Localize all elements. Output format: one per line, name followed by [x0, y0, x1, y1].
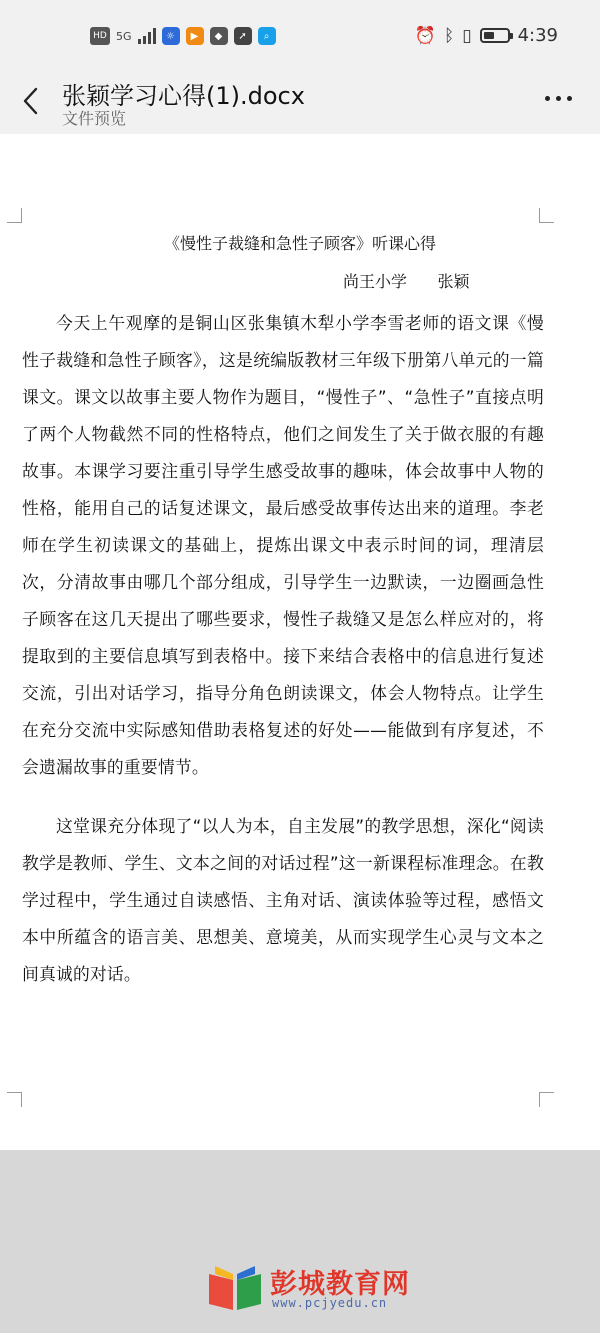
margin-mark — [539, 208, 554, 223]
back-arrow-icon[interactable] — [20, 84, 44, 118]
play-app-icon: ▶ — [186, 27, 204, 45]
hd-icon: HD — [90, 27, 110, 45]
watermark-name: 彭城教育网 — [270, 1269, 410, 1300]
app-bar — [0, 74, 600, 134]
signal-icon — [138, 28, 156, 44]
paragraph: 这堂课充分体现了“以人为本，自主发展”的教学思想，深化“阅读教学是教师、学生、文本之间的对话过程”这一新课程标准理念。在教学过程中，学生通过自读感悟、主角对话、演读体验等过程，感悟文本中所蕴含的语言美、思想美、意境美，从而实现学生心灵与文本之间真诚的对话。 — [22, 816, 544, 984]
search-app-icon: ⌕ — [258, 27, 276, 45]
network-type: 5G — [116, 29, 132, 43]
file-title: 张颖学习心得(1).docx — [62, 82, 305, 110]
book-logo-icon — [205, 1260, 265, 1312]
notification-icons — [90, 27, 276, 45]
more-options-icon[interactable] — [545, 96, 572, 101]
file-subtitle: 文件预览 — [62, 109, 127, 128]
footer — [0, 1150, 600, 1333]
alarm-icon: ⏰ — [414, 25, 437, 46]
paragraph: 今天上午观摩的是铜山区张集镇木犁小学李雪老师的语文课《慢性子裁缝和急性子顾客》，这是统编版教材三年级下册第八单元的一篇课文。课文以故事主要人物作为题目，“慢性子”、“急性子”直接点明了两个人物截然不同的性格特点，他们之间发生了关于做衣服的有趣故事。本课学习要注重引导学生感受故事的趣味，体会故事中人物的性格，能用自己的话复述课文，最后感受故事传达出来的道理。李老师在学生初读课文的基础上，提炼出课文中表示时间的词，理清层次，分清故事由哪几个部分组成，引导学生一边默读，一边圈画急性子顾客在这几天提出了哪些要求，慢性子裁缝又是怎么样应对的，将提取到的主要信息填写到表格中。接下来结合表格中的信息进行复述交流，引出对话学习，指导分角色朗读课文，体会人物特点。让学生在充分交流中实际感知借助表格复述的好处——能做到有序复述，不会遗漏故事的重要情节。 — [22, 313, 544, 777]
margin-mark — [539, 1092, 554, 1107]
clock: 4:39 — [517, 25, 558, 46]
system-icons — [415, 25, 558, 46]
watermark-url: www.pcjyedu.cn — [272, 1296, 388, 1310]
document-page[interactable] — [0, 134, 600, 1150]
margin-mark — [7, 208, 22, 223]
document-author: 尚王小学 张颖 — [343, 272, 470, 291]
battery-icon — [480, 28, 510, 43]
document-title: 《慢性子裁缝和急性子顾客》听课心得 — [163, 234, 436, 253]
status-bar — [0, 0, 600, 74]
share-app-icon: ➚ — [234, 27, 252, 45]
shield-app-icon: ◆ — [210, 27, 228, 45]
margin-mark — [7, 1092, 22, 1107]
bluetooth-icon: ᛒ — [444, 25, 455, 46]
bulb-app-icon: ☼ — [162, 27, 180, 45]
vibrate-icon: ▯ — [462, 25, 472, 46]
